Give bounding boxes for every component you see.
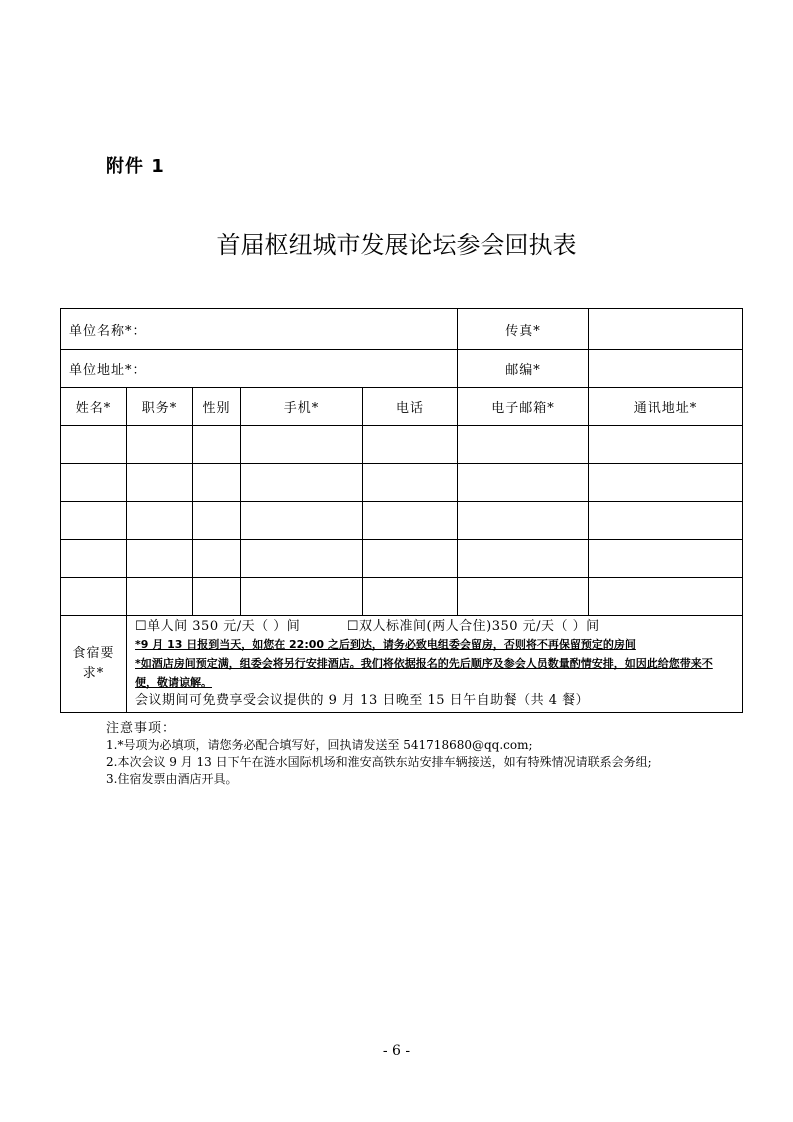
attendee-row [61, 578, 743, 616]
table-cell[interactable] [193, 464, 241, 502]
attendee-row [61, 464, 743, 502]
col-position: 职务* [127, 388, 193, 426]
meal-lodging-content [127, 616, 743, 713]
table-cell[interactable] [589, 578, 743, 616]
table-cell[interactable] [589, 464, 743, 502]
table-cell[interactable] [241, 502, 363, 540]
table-cell[interactable] [127, 578, 193, 616]
table-cell[interactable] [589, 502, 743, 540]
note-item-2: 2.本次会议 9 月 13 日下午在涟水国际机场和淮安高铁东站安排车辆接送，如有特殊情况请联系会务组; [106, 755, 652, 769]
table-cell[interactable] [61, 426, 127, 464]
meal-label-line1: 食宿要 [72, 646, 115, 661]
col-phone: 电话 [363, 388, 458, 426]
notes-heading: 注意事项： [106, 721, 177, 736]
attachment-label: 附件 1 [106, 156, 165, 177]
table-cell[interactable] [127, 464, 193, 502]
postcode-label: 邮编* [458, 350, 589, 388]
column-header-row [61, 388, 743, 426]
fax-input[interactable] [589, 309, 743, 350]
single-room-option[interactable] [135, 618, 300, 635]
table-cell[interactable] [589, 540, 743, 578]
meal-lodging-label [61, 616, 127, 713]
meal-label-line2: 求* [82, 666, 105, 681]
table-cell[interactable] [193, 540, 241, 578]
table-cell[interactable] [363, 502, 458, 540]
document-title: 首届枢纽城市发展论坛参会回执表 [216, 231, 577, 259]
page-number: - 6 - [382, 1043, 411, 1059]
fax-label: 传真* [458, 309, 589, 350]
note-item-3: 3.住宿发票由酒店开具。 [106, 772, 238, 786]
table-cell[interactable] [61, 578, 127, 616]
table-cell[interactable] [241, 464, 363, 502]
attendee-row [61, 540, 743, 578]
late-arrival-notice: *9 月 13 日报到当天，如您在 22:00 之后到达，请务必致电组委会留房，否则将不再保留预定的房间 [135, 638, 636, 651]
table-cell[interactable] [363, 426, 458, 464]
col-mobile: 手机* [241, 388, 363, 426]
attendee-row [61, 426, 743, 464]
postcode-input[interactable] [589, 350, 743, 388]
table-cell[interactable] [363, 578, 458, 616]
table-cell[interactable] [127, 540, 193, 578]
table-cell[interactable] [458, 464, 589, 502]
table-cell[interactable] [61, 502, 127, 540]
col-email: 电子邮箱* [458, 388, 589, 426]
meal-lodging-row [61, 616, 743, 713]
table-cell[interactable] [61, 540, 127, 578]
single-room-label: 单人间 350 元/天（ ）间 [147, 619, 301, 634]
table-cell[interactable] [458, 578, 589, 616]
checkbox-icon[interactable]: ☐ [346, 619, 360, 634]
attendee-row [61, 502, 743, 540]
table-cell[interactable] [458, 540, 589, 578]
table-cell[interactable] [127, 502, 193, 540]
table-cell[interactable] [61, 464, 127, 502]
table-cell[interactable] [241, 540, 363, 578]
col-address: 通讯地址* [589, 388, 743, 426]
notes-section [106, 720, 652, 788]
double-room-label: 双人标准间(两人合住)350 元/天（ ）间 [359, 619, 600, 634]
room-options [135, 618, 734, 635]
table-cell[interactable] [193, 426, 241, 464]
table-cell[interactable] [193, 578, 241, 616]
checkbox-icon[interactable]: ☐ [135, 619, 148, 634]
note-item-1: 1.*号项为必填项，请您务必配合填写好，回执请发送至 541718680@qq.com; [106, 738, 533, 752]
col-gender: 性别 [193, 388, 241, 426]
table-cell[interactable] [193, 502, 241, 540]
unit-name-field[interactable]: 单位名称*： [61, 309, 458, 350]
table-cell[interactable] [363, 540, 458, 578]
free-meal-note: 会议期间可免费享受会议提供的 9 月 13 日晚至 15 日午自助餐（共 4 餐） [135, 693, 590, 708]
double-room-option[interactable] [347, 618, 600, 635]
table-cell[interactable] [589, 426, 743, 464]
hotel-full-notice: *如酒店房间预定满，组委会将另行安排酒店。我们将依据报名的先后顺序及参会人员数量酌情安排，如因此给您带来不便，敬请谅解。 [135, 657, 713, 689]
table-cell[interactable] [127, 426, 193, 464]
table-cell[interactable] [458, 502, 589, 540]
table-cell[interactable] [241, 426, 363, 464]
unit-address-row [61, 350, 743, 388]
registration-form-table [60, 308, 743, 713]
col-name: 姓名* [61, 388, 127, 426]
unit-name-row [61, 309, 743, 350]
table-cell[interactable] [458, 426, 589, 464]
table-cell[interactable] [241, 578, 363, 616]
unit-address-field[interactable]: 单位地址*： [61, 350, 458, 388]
table-cell[interactable] [363, 464, 458, 502]
